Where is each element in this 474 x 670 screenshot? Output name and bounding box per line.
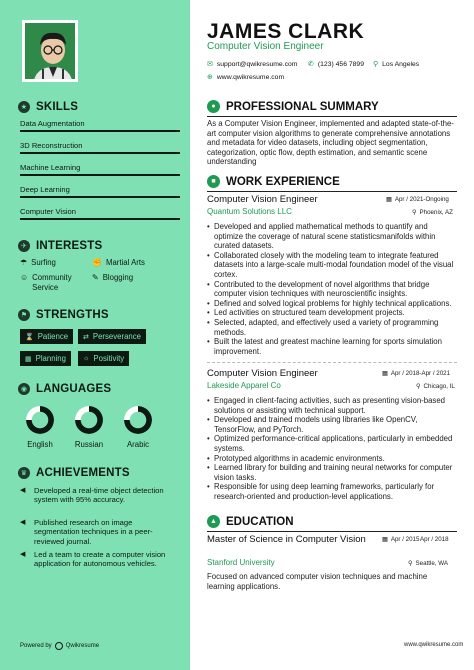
list-item: • Prototyped algorithms in academic environments.: [207, 454, 457, 464]
list-item: • Developed and trained models using libraries like OpenCV, TensorFlow, and PyTorch.: [207, 415, 457, 434]
language-ring: [124, 406, 152, 434]
job-bullets: [207, 396, 457, 502]
list-item: • Engaged in client-facing activities, such as presenting vision-based solutions or assisting with technical support.: [207, 396, 457, 415]
skill-fill: [20, 218, 180, 220]
education-location: ⚲ Seattle, WA: [408, 560, 448, 567]
languages-icon: ◉: [18, 383, 30, 395]
bullhorn-icon: ◀: [20, 519, 26, 526]
achievement-item: ◀ Published research on image segmentation techniques in a peer-reviewed journal.: [20, 518, 153, 546]
surfing-icon: ☂: [20, 258, 28, 267]
strength-badge: ▦ Planning: [20, 351, 71, 366]
list-item: • Selected, adapted, and effectively used a variety of programming methods.: [207, 318, 457, 337]
interest-item: ☺ Community Service: [20, 273, 72, 292]
list-item: • Optimized performance-critical applications, particularly in embedded systems.: [207, 434, 457, 453]
interest-item: ✎ Blogging: [92, 273, 134, 282]
job-title: Computer Vision Engineer: [207, 194, 318, 205]
candidate-name: JAMES CLARK: [207, 20, 365, 43]
language-ring: [26, 406, 54, 434]
footer-url[interactable]: www.qwikresume.com: [404, 642, 464, 648]
skill-label: Computer Vision: [20, 207, 76, 216]
list-item: • Learned library for building and training neural networks for computer vision tasks.: [207, 463, 457, 482]
list-item: • Contributed to the development of novel algorithms that bridge computer vision techniques with neuroscientific insights.: [207, 280, 457, 299]
skill-bar: [20, 218, 180, 220]
job-location: ⚲ Chicago, IL: [416, 383, 455, 390]
job-dates: ▦ Apr / 2021-Ongoing: [386, 196, 449, 203]
arrows-icon: ⇄: [83, 333, 89, 341]
achievement-item: ◀ Led a team to create a computer vision application for autonomous vehicles.: [20, 550, 166, 569]
skill-bar: [20, 152, 180, 154]
list-item: • Developed and applied mathematical methods to quantify and optimize the coverage of natural scene statisticsmanifolds within curated datasets.: [207, 222, 457, 251]
education-start: ▦ Apr / 2015: [382, 536, 420, 543]
company-name: Quantum Solutions LLC: [207, 207, 292, 216]
education-description: Focused on advanced computer vision techniques and machine learning applications.: [207, 572, 428, 591]
section-rule: [207, 191, 457, 192]
blogging-icon: ✎: [92, 273, 99, 282]
strength-badge: ☼ Positivity: [78, 351, 129, 366]
skill-fill: [20, 174, 180, 176]
email-icon: ✉: [207, 61, 213, 68]
graduation-cap-icon: ▲: [207, 515, 220, 528]
profile-photo: [22, 20, 78, 82]
trophy-icon: ♛: [18, 467, 30, 479]
language-label: Arabic: [126, 440, 150, 449]
skill-label: 3D Reconstruction: [20, 141, 83, 150]
language-label: Russian: [74, 440, 104, 449]
list-item: • Collaborated closely with the modeling team to integrate featured datasets into a large-scale multi-modal foundation model of the visual cortex.: [207, 251, 457, 280]
skill-bar: [20, 174, 180, 176]
skill-fill: [20, 196, 180, 198]
location-icon: ⚲: [373, 61, 379, 68]
summary-heading: ● PROFESSIONAL SUMMARY: [207, 100, 379, 113]
skill-bar: [20, 196, 180, 198]
strengths-icon: ⚑: [18, 309, 30, 321]
briefcase-icon: ■: [207, 175, 220, 188]
list-item: • Defined and solved logical problems for highly technical applications.: [207, 299, 457, 309]
calendar-icon: ▦: [382, 536, 388, 543]
user-icon: ●: [207, 100, 220, 113]
pin-icon: ⚲: [412, 209, 417, 216]
bullhorn-icon: ◀: [20, 551, 26, 558]
bullhorn-icon: ◀: [20, 487, 26, 494]
school-name: Stanford University: [207, 558, 275, 567]
pin-icon: ⚲: [408, 560, 413, 567]
contact-location: ⚲ Los Angeles: [373, 60, 420, 68]
skills-icon: ★: [18, 101, 30, 113]
pin-icon: ⚲: [416, 383, 421, 390]
strength-badge: ⇄ Perseverance: [78, 329, 146, 344]
interest-item: ☂ Surfing: [20, 258, 56, 267]
summary-text: As a Computer Vision Engineer, implemented and adapted state-of-the-art computer vision algorithms to generate comprehensive annotations and metadata for video datasets, including object segmentation, categorization, optic flow, depth estimation, and semantic scene understanding: [207, 119, 454, 167]
achievement-item: ◀ Developed a real-time object detection system with 95% accuracy.: [20, 486, 164, 505]
company-name: Lakeside Apparel Co: [207, 381, 281, 390]
strength-badge: ⌛ Patience: [20, 329, 73, 344]
martial-arts-icon: ✊: [92, 258, 102, 267]
list-item: • Led activities on structured team development projects.: [207, 308, 457, 318]
list-item: • Responsible for using deep learning frameworks, particularly for research-oriented and production-level applications.: [207, 482, 457, 501]
list-item: • Built the latest and greatest machine learning for sports simulation improvement.: [207, 337, 457, 356]
languages-heading: ◉ LANGUAGES: [18, 383, 111, 395]
education-end: Apr / 2018: [420, 536, 449, 543]
contact-website[interactable]: ⊕ www.qwikresume.com: [207, 73, 285, 81]
calendar-icon: ▦: [382, 370, 388, 377]
degree-title: Master of Science in Computer Vision: [207, 534, 366, 545]
job-bullets: [207, 222, 457, 356]
section-rule: [207, 531, 457, 532]
language-label: English: [27, 440, 53, 449]
job-dates: ▦ Apr / 2018-Apr / 2021: [382, 370, 451, 377]
phone-icon: ✆: [308, 61, 314, 68]
interests-heading: ✈ INTERESTS: [18, 240, 102, 252]
sun-icon: ☼: [83, 355, 90, 362]
job-divider: [207, 362, 457, 363]
calendar-icon: ▦: [25, 355, 32, 363]
interests-icon: ✈: [18, 240, 30, 252]
achievements-heading: ♛ ACHIEVEMENTS: [18, 467, 130, 479]
community-icon: ☺: [20, 273, 29, 282]
skill-label: Deep Learning: [20, 185, 70, 194]
job-location: ⚲ Phoenix, AZ: [412, 209, 453, 216]
powered-by: Powered by Qwikresume: [20, 643, 100, 649]
job-title: Computer Vision Engineer: [207, 368, 318, 379]
contact-phone: ✆ (123) 456 7899: [308, 60, 364, 68]
globe-icon: ⊕: [207, 74, 213, 81]
skill-label: Data Augmentation: [20, 119, 85, 128]
language-ring: [75, 406, 103, 434]
interest-item: ✊ Martial Arts: [92, 258, 145, 267]
contact-email[interactable]: ✉ support@qwikresume.com: [207, 60, 298, 68]
candidate-title: Computer Vision Engineer: [207, 41, 324, 52]
experience-heading: ■ WORK EXPERIENCE: [207, 175, 340, 188]
strengths-heading: ⚑ STRENGTHS: [18, 309, 109, 321]
skill-fill: [20, 152, 180, 154]
skills-heading: ★ SKILLS: [18, 101, 78, 113]
calendar-icon: ▦: [386, 196, 392, 203]
skill-fill: [20, 130, 180, 132]
education-heading: ▲ EDUCATION: [207, 515, 294, 528]
skill-bar: [20, 130, 180, 132]
skill-label: Machine Learning: [20, 163, 81, 172]
section-rule: [207, 116, 457, 117]
hourglass-icon: ⌛: [25, 333, 34, 341]
qwikresume-logo-icon: [55, 642, 63, 650]
